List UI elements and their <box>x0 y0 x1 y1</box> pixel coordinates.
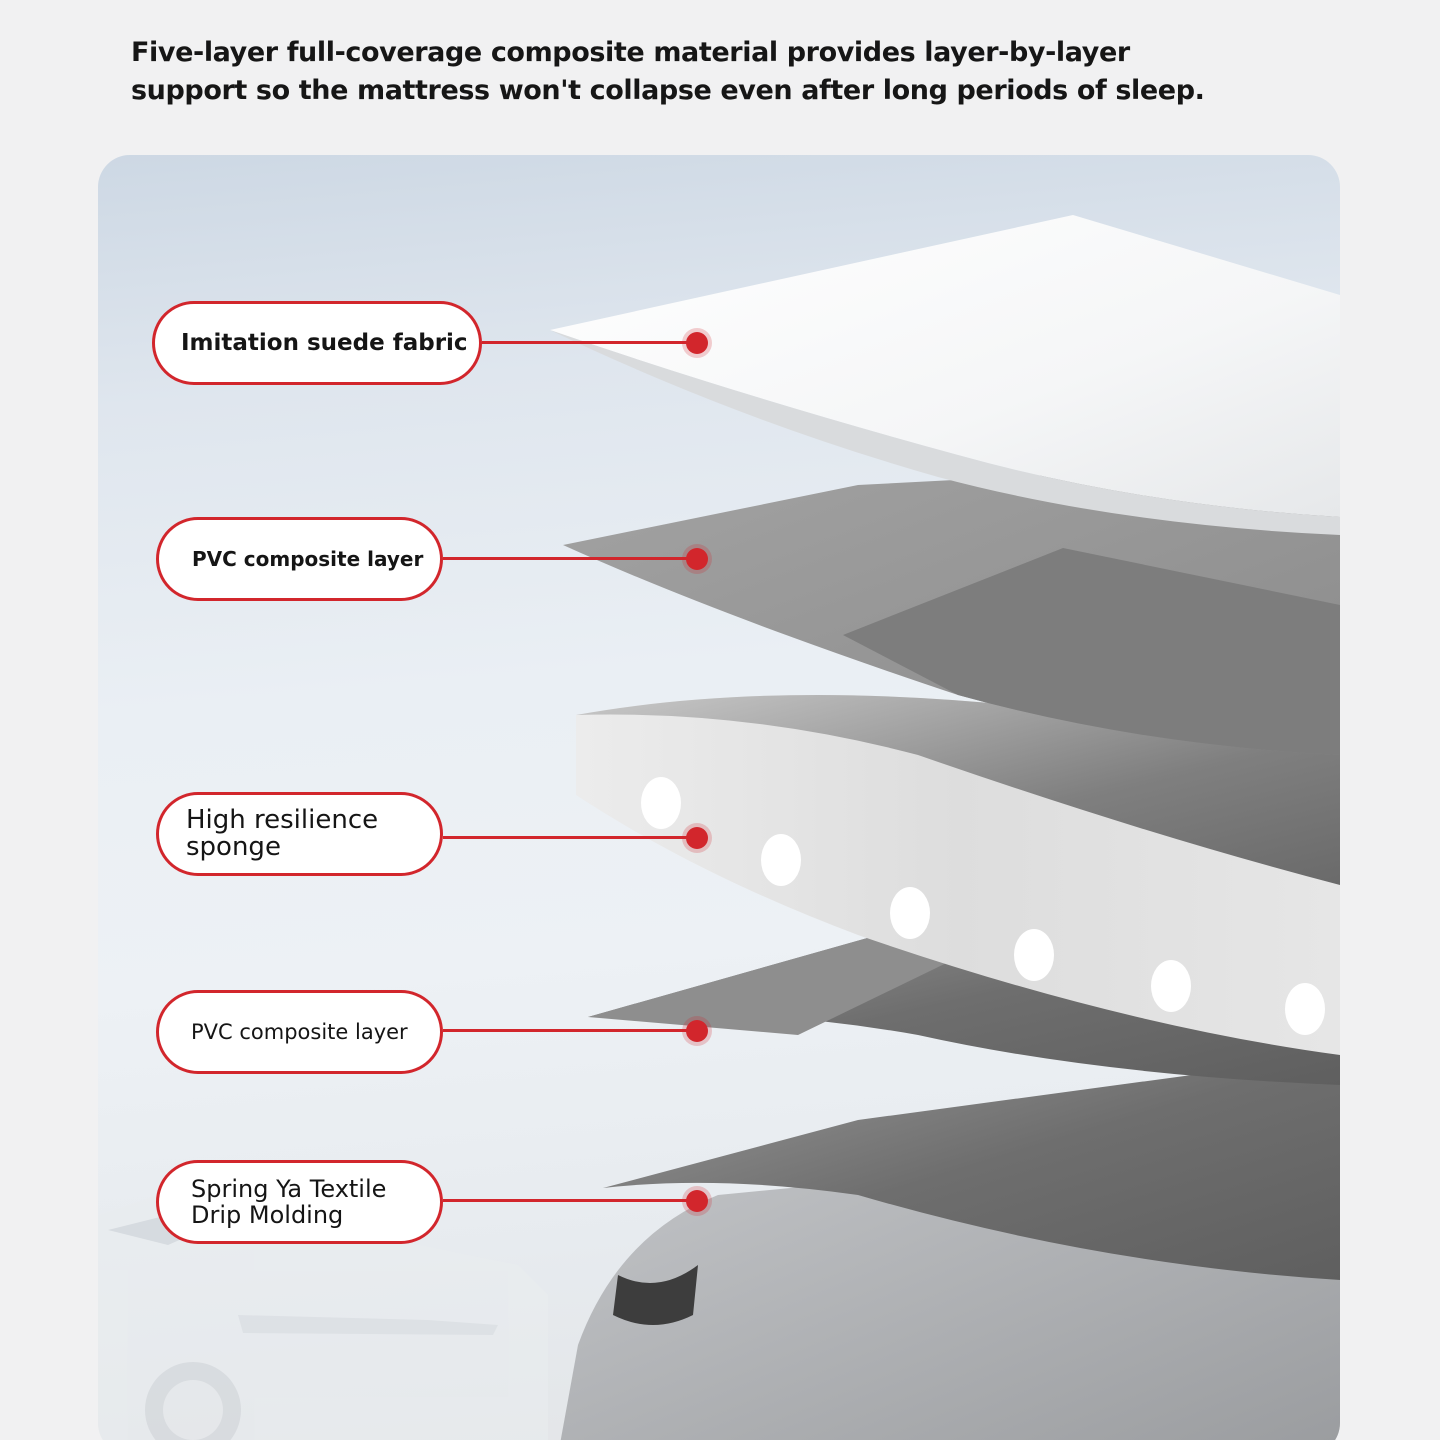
callout-label-line1: Spring Ya Textile <box>191 1175 387 1203</box>
callout-high-resilience-sponge <box>156 792 443 876</box>
leader-line <box>443 557 697 560</box>
callout-pvc-composite-layer-upper <box>156 517 443 601</box>
callout-pvc-composite-layer-lower <box>156 990 443 1074</box>
marker-dot <box>686 827 708 849</box>
callout-label: Imitation suede fabric <box>181 330 468 356</box>
callout-label-line2: sponge <box>186 832 281 862</box>
marker-dot <box>686 332 708 354</box>
leader-line <box>443 1199 697 1202</box>
callout-label: PVC composite layer <box>192 547 424 571</box>
leader-line <box>443 1029 697 1032</box>
callout-label-line1: High resilience <box>186 805 379 835</box>
callout-spring-ya-textile <box>156 1160 443 1244</box>
callout-imitation-suede-fabric <box>152 301 482 385</box>
marker-dot <box>686 1020 708 1042</box>
callout-label-line2: Drip Molding <box>191 1201 344 1229</box>
leader-line <box>482 341 697 344</box>
leader-line <box>443 836 697 839</box>
marker-dot <box>686 548 708 570</box>
marker-dot <box>686 1190 708 1212</box>
headline: Five-layer full-coverage composite material provides layer-by-layer support so the mattress won't collapse even after long periods of sleep. <box>131 37 1205 106</box>
callout-label: PVC composite layer <box>191 1020 408 1044</box>
